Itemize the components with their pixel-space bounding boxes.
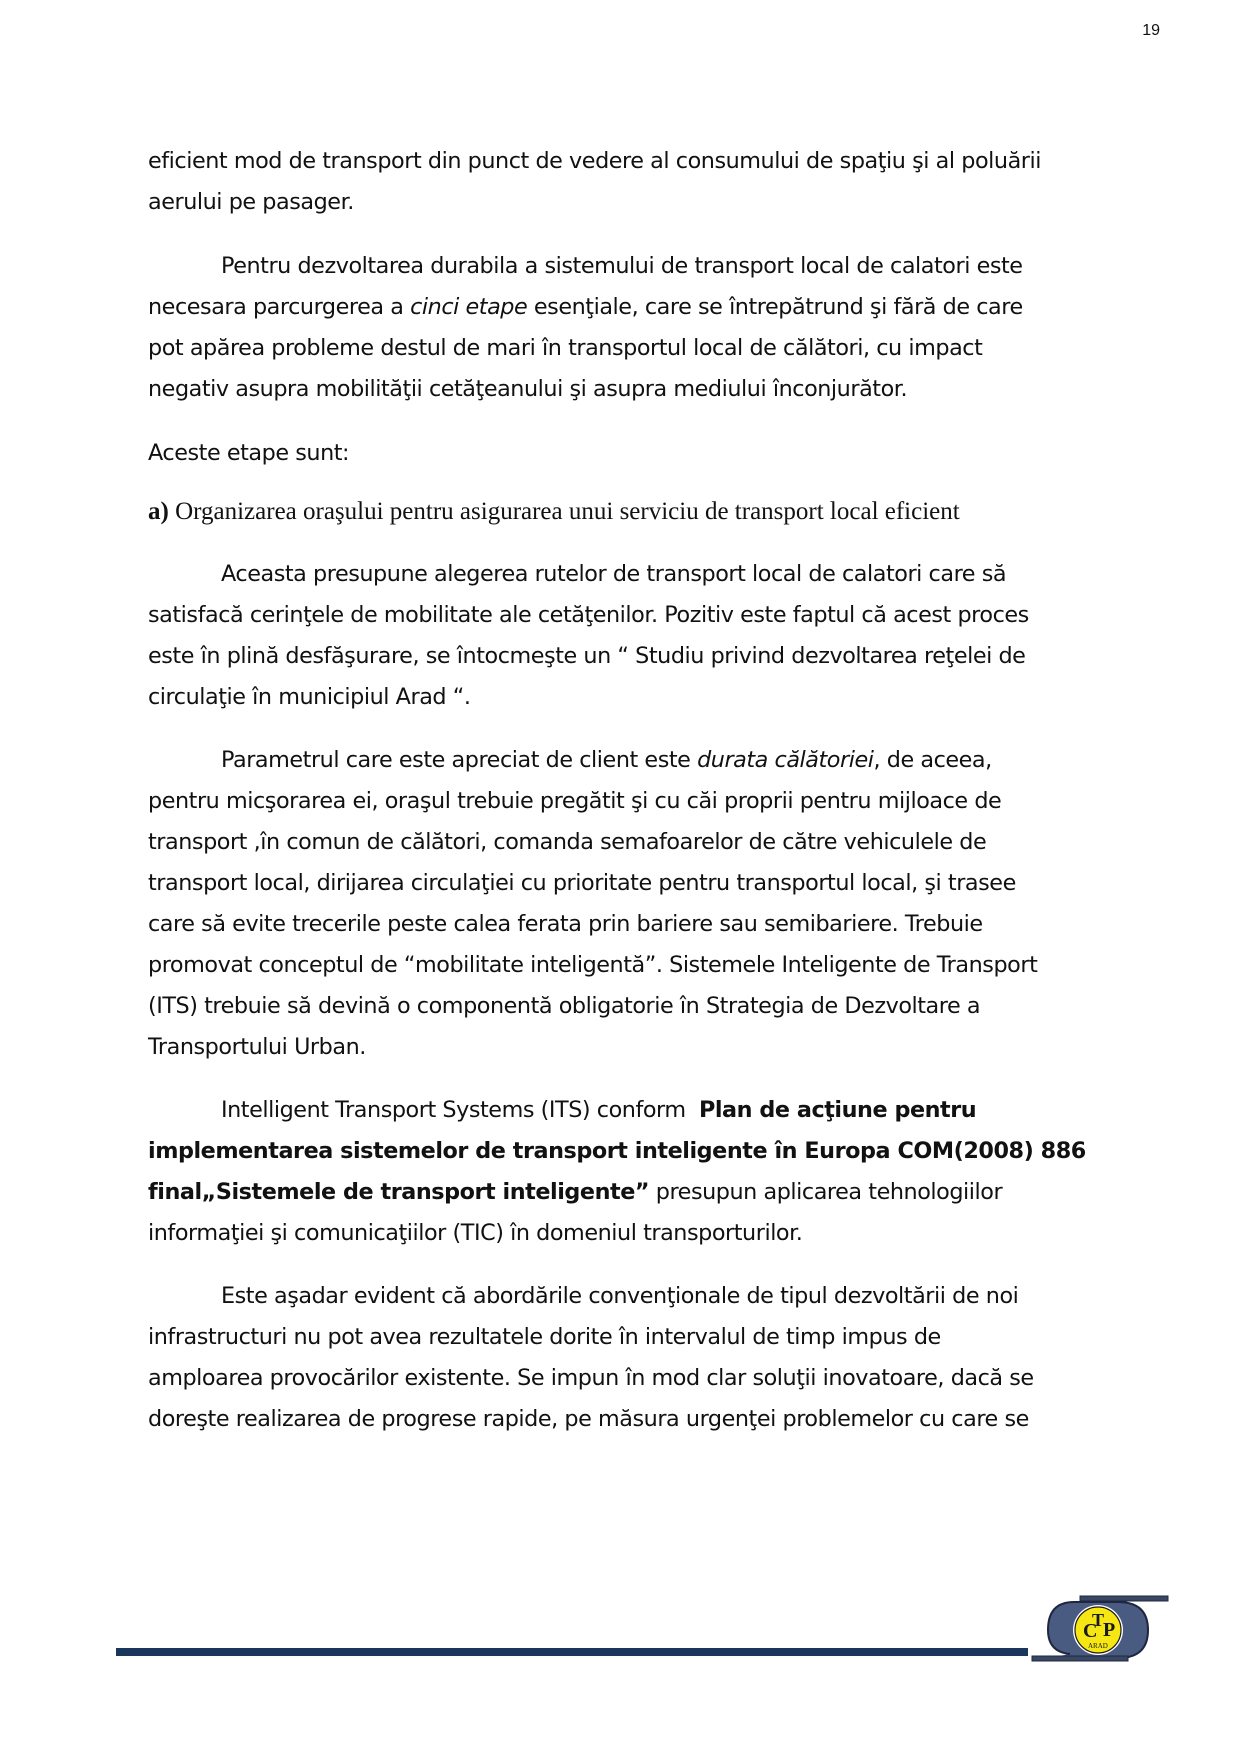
footer-rule [116,1648,1028,1656]
page-number: 19 [1142,22,1160,39]
text-line: este în plină desfăşurare, se întocmeşte un “ Studiu privind dezvoltarea reţelei de [148,643,1026,669]
text-line-mixed [148,294,1023,320]
text-line-mixed [148,1138,1086,1164]
text-line: amploarea provocărilor existente. Se impun în mod clar soluţii inovatoare, dacă se [148,1365,1034,1391]
text-line-mixed [221,747,992,773]
emphasis-text: cinci etape [410,294,528,320]
text-run: Intelligent Transport Systems (ITS) conform [221,1097,699,1123]
text-run: esenţiale, care se întrepătrund şi fără de care [527,294,1023,320]
bold-reference: implementarea sistemelor de transport inteligente în Europa COM(2008) 886 [148,1138,1086,1164]
logo-letter-p: P [1103,1619,1116,1641]
text-run: , de aceea, [873,747,992,773]
text-line: negativ asupra mobilităţii cetăţeanului şi asupra mediului înconjurător. [148,376,908,402]
text-line: promovat conceptul de “mobilitate inteligentă”. Sistemele Inteligente de Transport [148,952,1038,978]
text-line: care să evite trecerile peste calea ferata prin bariere sau semibariere. Trebuie [148,911,983,937]
logo-letter-t: T [1092,1610,1105,1630]
text-line-mixed [221,1097,976,1123]
text-line: Aceste etape sunt: [148,440,350,466]
text-line: aerului pe pasager. [148,189,354,215]
text-line: circulaţie în municipiul Arad “. [148,684,471,710]
logo-letter-c: C [1083,1620,1098,1642]
heading-marker: a) [148,498,169,525]
heading-text: Organizarea oraşului pentru asigurarea unui serviciu de transport local eficient [175,498,960,525]
bold-reference: Plan de acţiune pentru [698,1097,977,1123]
text-line: pentru micşorarea ei, oraşul trebuie pregătit şi cu căi proprii pentru mijloace de [148,788,1002,814]
text-line: Aceasta presupune alegerea rutelor de transport local de calatori care să [221,561,1007,587]
section-heading [148,498,960,526]
text-line: transport local, dirijarea circulaţiei cu prioritate pentru transportul local, şi trasee [148,870,1016,896]
text-line: Este aşadar evident că abordările convenţionale de tipul dezvoltării de noi [221,1283,1019,1309]
text-line: infrastructuri nu pot avea rezultatele dorite în intervalul de timp impus de [148,1324,941,1350]
text-line: Pentru dezvoltarea durabila a sistemului de transport local de calatori este [221,253,1023,279]
text-line: satisfacă cerinţele de mobilitate ale cetăţenilor. Pozitiv este faptul că acest proces [148,602,1029,628]
emphasis-text: durata călătoriei [697,747,874,773]
text-line: eficient mod de transport din punct de vedere al consumului de spaţiu şi al poluării [148,148,1041,174]
logo-arc-text: ARAD [1088,1642,1108,1650]
text-line: doreşte realizarea de progrese rapide, pe măsura urgenţei problemelor cu care se [148,1406,1029,1432]
text-line: pot apărea probleme destul de mari în transportul local de călători, cu impact [148,335,983,361]
text-run: presupun aplicarea tehnologiilor [649,1179,1003,1205]
text-line: transport ,în comun de călători, comanda semafoarelor de către vehiculele de [148,829,987,855]
bold-reference: final„Sistemele de transport inteligente” [148,1179,650,1205]
text-line: informaţiei şi comunicaţiilor (TIC) în domeniul transporturilor. [148,1220,803,1246]
text-line-mixed [148,1179,1002,1205]
text-line: (ITS) trebuie să devină o componentă obligatorie în Strategia de Dezvoltare a [148,993,981,1019]
text-run: necesara parcurgerea a [148,294,411,320]
text-run: Parametrul care este apreciat de client este [221,747,698,773]
text-line: Transportului Urban. [148,1034,366,1060]
ctp-arad-logo [1030,1590,1170,1670]
